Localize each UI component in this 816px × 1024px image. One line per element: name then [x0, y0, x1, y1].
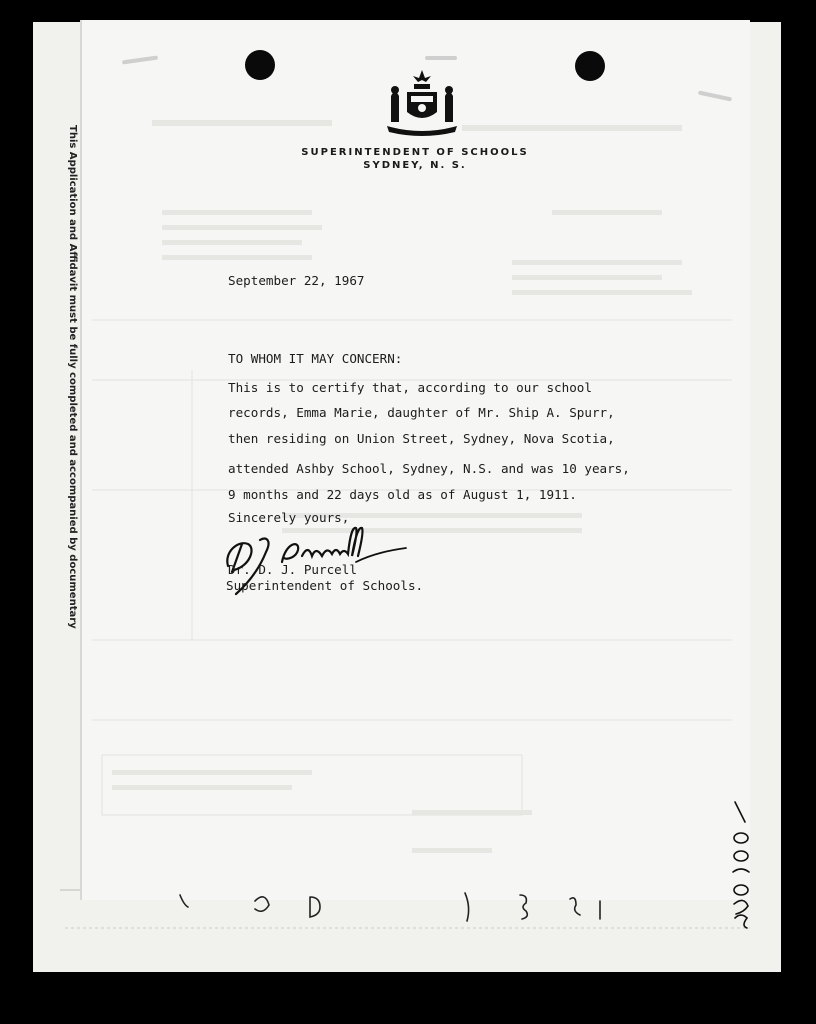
letterhead-title: SUPERINTENDENT OF SCHOOLS — [301, 147, 529, 158]
signer-title: Superintendent of Schools. — [226, 578, 424, 593]
punch-hole-left — [245, 50, 275, 80]
underlying-handwritten-marks — [60, 885, 640, 945]
letter-closing: Sincerely yours, — [228, 510, 350, 525]
letter-salutation: TO WHOM IT MAY CONCERN: — [228, 351, 403, 366]
side-handwritten-number — [727, 800, 757, 930]
letter-body-line: This is to certify that, according to our school — [228, 380, 592, 395]
signer-name: Dr. D. J. Purcell — [228, 562, 357, 577]
punch-hole-right — [575, 51, 605, 81]
coat-of-arms-icon — [381, 68, 463, 138]
letter-body-line: then residing on Union Street, Sydney, Nova Scotia, — [228, 431, 615, 446]
letter-date: September 22, 1967 — [228, 273, 365, 288]
letter-body-line: records, Emma Marie, daughter of Mr. Ship A. Spurr, — [228, 405, 615, 420]
letter-body-line: attended Ashby School, Sydney, N.S. and was 10 years, — [228, 461, 630, 476]
vertical-notice: This Application and Affidavit must be fully completed and accompanied by documentary — [67, 125, 78, 629]
letterhead-location: SYDNEY, N. S. — [363, 160, 467, 171]
staple-center — [425, 56, 457, 60]
letter-body-line: 9 months and 22 days old as of August 1, 1911. — [228, 487, 577, 502]
